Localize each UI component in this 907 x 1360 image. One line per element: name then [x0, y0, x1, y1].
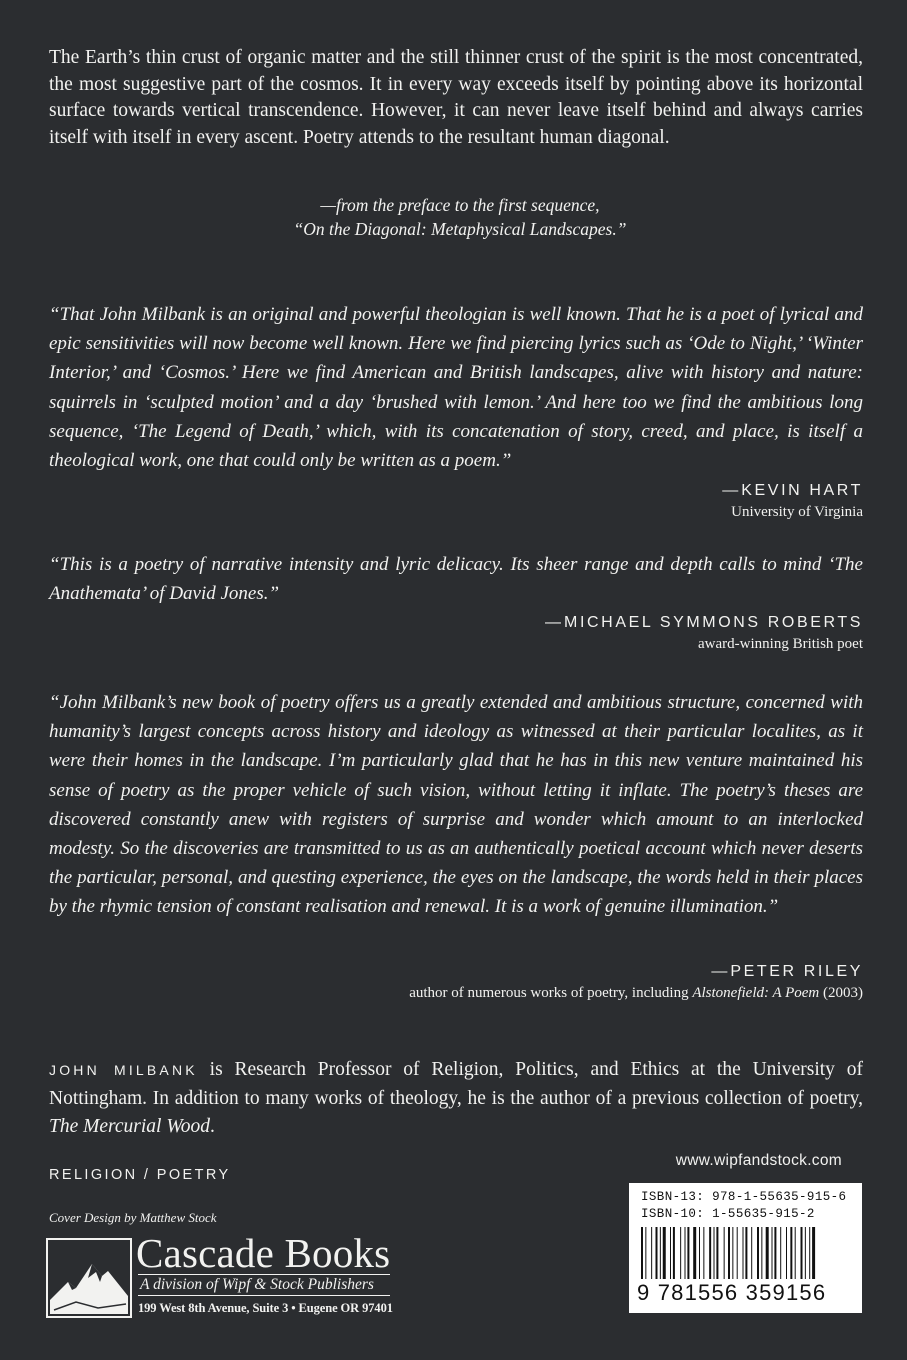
affiliation-book-title: Alstonefield: A Poem	[692, 985, 820, 1001]
intro-paragraph: The Earth’s thin crust of organic matter and the still thinner crust of the spirit is the most concentrated, the most suggestive part of the cosmos. It in every way exceeds itself by pointing above its horizontal surface towards vertical transcendence. However, it can never leave itself behind and always carries itself with itself in every ascent. Poetry attends to the resultant human diagonal.	[49, 47, 863, 148]
endorsement-source-1: — KEVIN HART University of Virginia	[722, 482, 863, 520]
author-bio: JOHN MILBANK is Research Professor of Religion, Politics, and Ethics at the University of Nottingham. In addition to many works of theology, he is the author of a previous collection of poetry, The Mercurial Wood.	[49, 1059, 863, 1137]
endorsement-quote-2: “This is a poetry of narrative intensity and lyric delicacy. Its sheer range and depth calls to mind ‘The Anathemata’ of David Jones.”	[49, 554, 863, 605]
publisher-name: Cascade Books	[136, 1230, 391, 1276]
endorsement-source-2: — MICHAEL SYMMONS ROBERTS award-winning British poet	[545, 614, 863, 652]
isbn-13: ISBN-13: 978-1-55635-915-6	[641, 1190, 847, 1204]
isbn-barcode	[629, 1183, 862, 1313]
previous-book-title: The Mercurial Wood	[49, 1115, 211, 1137]
mountain-logo-icon	[46, 1238, 132, 1318]
subject-category: RELIGION / POETRY	[49, 1167, 231, 1183]
author-name: JOHN MILBANK	[49, 1062, 198, 1078]
cover-design-credit: Cover Design by Matthew Stock	[49, 1210, 217, 1225]
endorser-affiliation-2: award-winning British poet	[698, 636, 863, 652]
endorsement-source-3: — PETER RILEY author of numerous works of poetry, including Alstonefield: A Poem (2003)	[409, 963, 863, 1001]
attribution-line-2: “On the Diagonal: Metaphysical Landscapes.”	[293, 219, 627, 239]
intro-attribution	[200, 193, 720, 241]
endorsement-quote-1: “That John Milbank is an original and powerful theologian is well known. That he is a poet of lyrical and epic sensitivities will now become well known. Here we find piercing lyrics such as ‘Ode to Night,’ ‘Winter Interior,’ and ‘Cosmos.’ Here we find American and British landscapes, alive with history and nature: squirrels in ‘sculpted motion’ and a day ‘brushed with lemon.’ And here too we find the ambitious long sequence, ‘The Legend of Death,’ which, with its concatenation of story, creed, and place, is itself a theological work, one that could only be written as a poem.”	[49, 304, 863, 472]
endorser-name-1: KEVIN HART	[741, 482, 863, 499]
endorser-name-3: PETER RILEY	[730, 963, 863, 980]
barcode-digits: 9 781556 359156	[635, 1279, 859, 1307]
attribution-line-1: —from the preface to the first sequence,	[320, 195, 600, 215]
endorser-affiliation-1: University of Virginia	[731, 504, 863, 520]
publisher-logo	[46, 1230, 416, 1324]
endorser-name-2: MICHAEL SYMMONS ROBERTS	[564, 614, 863, 631]
isbn-10: ISBN-10: 1-55635-915-2	[641, 1207, 815, 1221]
publisher-address: 199 West 8th Avenue, Suite 3 • Eugene OR 97401	[138, 1301, 393, 1315]
publisher-division: A division of Wipf & Stock Publishers	[138, 1274, 390, 1296]
endorser-affiliation-3: author of numerous works of poetry, including Alstonefield: A Poem (2003)	[409, 985, 863, 1001]
endorsement-quote-3: “John Milbank’s new book of poetry offers us a greatly extended and ambitious structure, concerned with humanity’s largest concepts across history and ideology as witnessed at their particular localites, as it were their homes in the landscape. I’m particularly glad that he has in this new venture maintained his sense of poetry as the proper vehicle of such vision, without letting it inflate. The poetry’s theses are discovered constantly anew with registers of surprise and wonder which amount to an interlocked modesty. So the discoveries are transmitted to us as an authentically poetical account which never deserts the particular, personal, and questing experience, the eyes on the landscape, the words held in their places by the rhymic tension of constant realisation and renewal. It is a work of genuine illumination.”	[49, 692, 863, 918]
publisher-website[interactable]: www.wipfandstock.com	[675, 1152, 842, 1169]
